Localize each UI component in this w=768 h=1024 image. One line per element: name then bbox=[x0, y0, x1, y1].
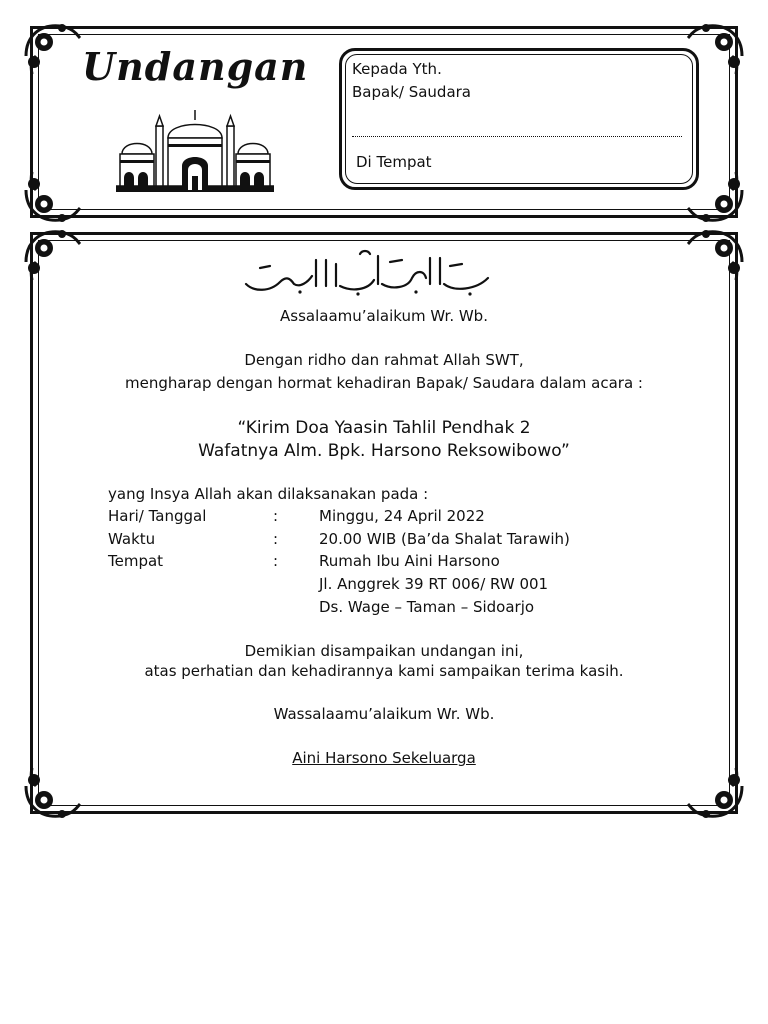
detail-label-date: Hari/ Tanggal bbox=[108, 507, 207, 525]
detail-label-place: Tempat bbox=[108, 552, 164, 570]
invitation-title: Undangan bbox=[82, 44, 309, 89]
signature: Aini Harsono Sekeluarga bbox=[292, 749, 476, 767]
floral-corner-icon bbox=[684, 762, 748, 826]
detail-sep-time: : bbox=[273, 530, 279, 548]
address-to-label: Kepada Yth. bbox=[352, 60, 442, 78]
floral-corner-icon bbox=[20, 222, 84, 286]
signature-wrap bbox=[0, 749, 768, 767]
address-name-line bbox=[352, 136, 682, 137]
detail-address-line-3: Ds. Wage – Taman – Sidoarjo bbox=[319, 598, 535, 616]
detail-label-time: Waktu bbox=[108, 530, 156, 548]
detail-value-place: Rumah Ibu Aini Harsono bbox=[319, 552, 500, 570]
basmalah-calligraphy bbox=[240, 248, 496, 298]
detail-sep-date: : bbox=[273, 507, 279, 525]
intro-line-1: Dengan ridho dan rahmat Allah SWT, bbox=[244, 351, 524, 369]
closing-line-1: Demikian disampaikan undangan ini, bbox=[244, 642, 524, 660]
detail-value-date: Minggu, 24 April 2022 bbox=[319, 507, 485, 525]
detail-value-time: 20.00 WIB (Ba’da Shalat Tarawih) bbox=[319, 530, 570, 548]
detail-sep-place: : bbox=[273, 552, 279, 570]
greeting: Assalaamu’alaikum Wr. Wb. bbox=[280, 307, 488, 325]
farewell: Wassalaamu’alaikum Wr. Wb. bbox=[273, 705, 495, 723]
mosque-icon bbox=[116, 108, 274, 192]
floral-corner-icon bbox=[20, 166, 84, 230]
address-place: Di Tempat bbox=[356, 153, 432, 171]
floral-corner-icon bbox=[684, 222, 748, 286]
event-title-line-2: Wafatnya Alm. Bpk. Harsono Reksowibowo” bbox=[198, 441, 570, 461]
intro-line-2: mengharap dengan hormat kehadiran Bapak/ Saudara dalam acara : bbox=[125, 374, 643, 392]
details-intro: yang Insya Allah akan dilaksanakan pada : bbox=[108, 485, 429, 503]
event-title-line-1: “Kirim Doa Yaasin Tahlil Pendhak 2 bbox=[237, 418, 531, 438]
floral-corner-icon bbox=[20, 16, 84, 80]
detail-address-line-2: Jl. Anggrek 39 RT 006/ RW 001 bbox=[319, 575, 549, 593]
floral-corner-icon bbox=[20, 762, 84, 826]
closing-line-2: atas perhatian dan kehadirannya kami sampaikan terima kasih. bbox=[144, 662, 624, 680]
address-recipient: Bapak/ Saudara bbox=[352, 83, 471, 101]
